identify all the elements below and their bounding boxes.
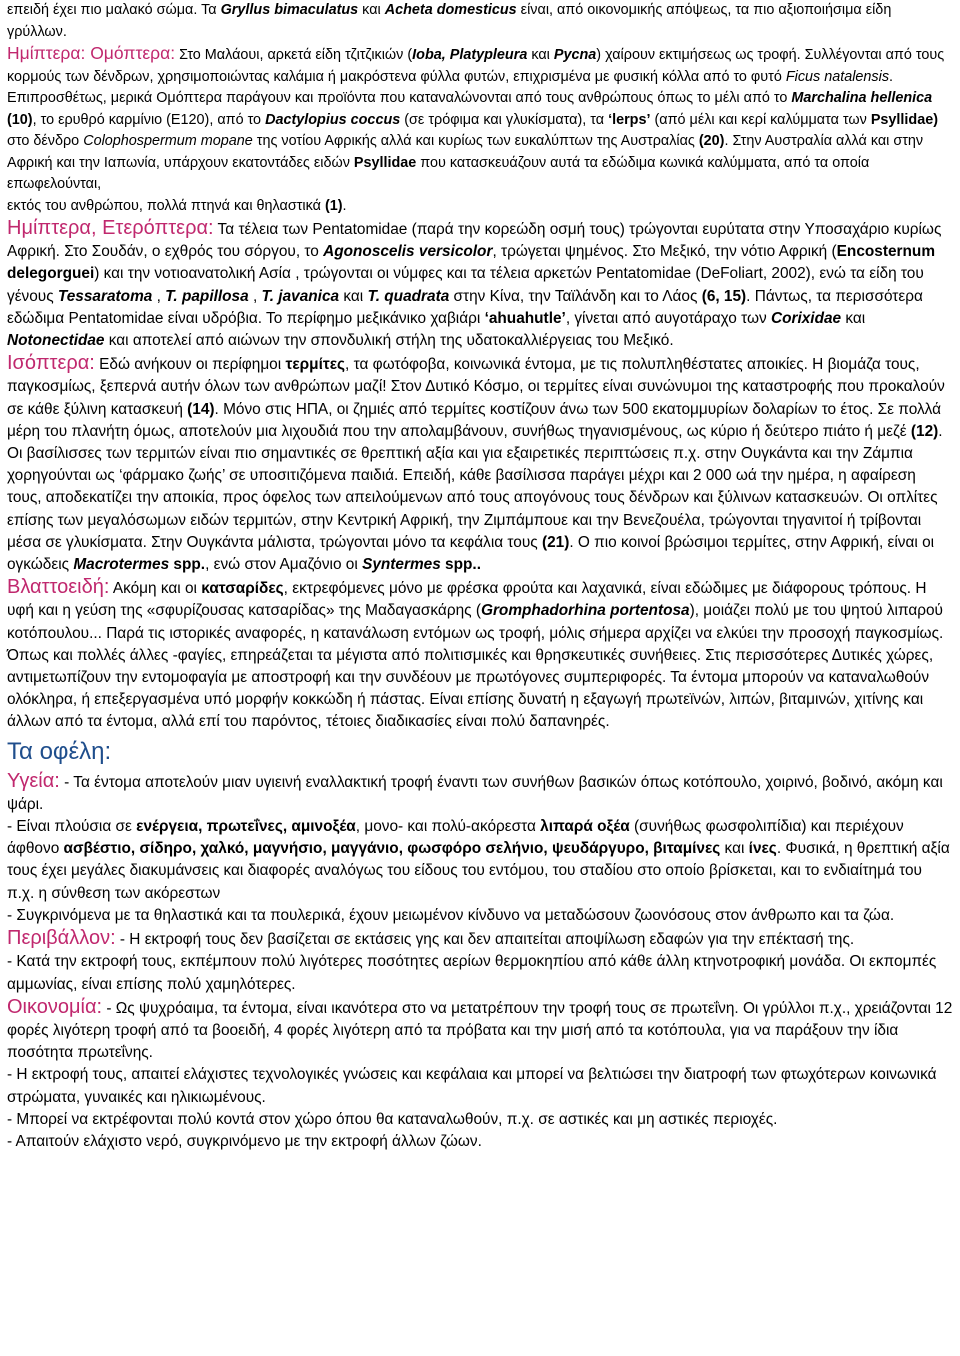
text: στην Κίνα, την Ταϊλάνδη και το Λάος: [449, 287, 702, 305]
text: ) και την νοτιοανατολική Ασία , τρώγονται οι νύμφες και τα τέλεια αρκετών Pentatomidae (DeFoliart, 2002), ενώ τα είδη του γένους: [7, 265, 924, 305]
paragraph-urban: - Μπορεί να εκτρέφονται πολύ κοντά στον χώρο όπου θα καταναλωθούν, π.χ. σε αστικές και μη αστικές περιοχές.: [7, 1110, 778, 1128]
species-name: Gromphadorhina portentosa: [480, 602, 690, 620]
text: . Οι βασίλισσες των τερμιτών είναι πιο σημαντικές σε θρεπτική αξία και για εξαιρετικές περιπτώσεις π.χ. στην Ουγκάντα και την Ζάμπια χορηγούνται ως ‘φάρμακο ζωής’ σε υποσιτιζόμενα παιδιά. Επειδή, κάθε βασίλισσα παράγει μέχρι και 2 000 ωά την ημέρα, η αφαίρεση τους, αποδεκατίζει την αποικία, προς όφελος των απειλούμενων από τους απογόνους τους δένδρων και ξύλινων κατασκευών. Οι οπλίτες επίσης των μεγαλόσωμων ειδών τερμιτών, στην Κεντρική Αφρική, την Ζιμπάμπουε και την Βενεζουέλα, τρώγονται τηγανιτοί ή τρίβονται μέσα σε γλυκίσματα. Στην Ουγκάντα μάλιστα, τρώγονται μόνο τα κεφάλια τους: [7, 422, 943, 551]
text: και: [720, 840, 749, 858]
term: τερμίτες: [285, 356, 346, 374]
text: , το ερυθρό καρμίνιο (Ε120), από το: [32, 111, 266, 128]
section-heading: Περιβάλλον:: [7, 927, 116, 950]
paragraph-environment: [7, 927, 953, 951]
text: (από μέλι και κερί καλύμματα των: [650, 111, 871, 128]
paragraph-farming: - Η εκτροφή τους, απαιτεί ελάχιστες τεχνολογικές γνώσεις και κεφάλαια και μπορεί να βελτιώσει την διατροφή των φτωχότερων κοινωνικά στρώματα, γυναικές και ηλικιωμένους.: [7, 1066, 937, 1106]
paragraph-blattodea: [7, 576, 953, 733]
taxon-name: Psyllidae: [353, 154, 417, 171]
text: (σε τρόφιμα και γλυκίσματα), τα: [400, 111, 609, 128]
text: - Είναι πλούσια σε: [7, 818, 137, 836]
species-name: Dactylopius coccus: [265, 111, 401, 128]
section-heading: Ημίπτερα: Ομόπτερα:: [7, 43, 176, 63]
text: είναι, από οικονομικής απόψεως, τα πιο αξιοποιήσιμα είδη γρύλλων.: [7, 2, 892, 40]
text: , τρώγεται ψημένος. Στο Μεξικό, την νότιο Αφρική (: [492, 243, 837, 261]
text: . Μόνο στις ΗΠΑ, οι ζημιές από τερμίτες κοστίζουν άνω των 500 εκατομμυρίων δολαρίων το έτος. Σε πολλά μέρη του πλανήτη όμως, αποτελούν μια λιχουδιά που την απολαμβάνουν, συνήθως τηγανισμένους, ως κύριο ή δεύτερο πιάτο ή μεζέ: [7, 400, 942, 440]
text: - Η εκτροφή τους δεν βασίζεται σε εκτάσεις γης και δεν απαιτείται αποψίλωση εδαφών για την επέκτασή της.: [115, 931, 855, 949]
species-name: Agonoscelis versicolor: [323, 243, 493, 261]
paragraph-zoonoses: - Συγκρινόμενα με τα θηλαστικά και τα πουλερικά, έχουν μειωμένον κίνδυνο να μεταδώσουν ζωονόσους στον άνθρωπο και τα ζώα.: [7, 906, 895, 924]
term: ίνες: [748, 840, 777, 858]
text: - Ως ψυχρόαιμα, τα έντομα, είναι ικανότερα στο να μετατρέπουν την τροφή τους σε πρωτεΐνη. Οι γρύλλοι π.χ., χρειάζονται 12 φορές λιγότερη τροφή από τα βοοειδή, 4 φορές λιγότερη από τα πρόβατα και την μισή από τα κοτόπουλα, για να παράξουν την ίδια ποσότητα πρωτεΐνης.: [7, 999, 953, 1062]
taxon-name: Notonectidae: [7, 332, 105, 350]
paragraph-emissions: - Κατά την εκτροφή τους, εκπέμπουν πολύ λιγότερες ποσότητες αερίων θερμοκηπίου από κάθε άλλη κτηνοτροφική μονάδα. Οι εκπομπές αμμωνίας, είναι επίσης πολύ χαμηλότερες.: [7, 953, 937, 993]
text: , γίνεται από αυγοτάραχο των: [565, 309, 771, 327]
term: κατσαρίδες: [201, 580, 284, 598]
species-name: T. javanica: [261, 287, 340, 305]
text: , τα φωτόφοβα, κοινωνικά έντομα, με τις πολυπληθέστατες αποικίες. Η βιομάζα τους, παγκοσμίως, ξεπερνά αυτήν όλων των ανθρώπων μαζί! Στον Δυτικό Κόσμο, οι τερμίτες είναι συνώνυμοι της καταστροφής που προκαλούν σε κάθε ξύλινη κατασκευή: [7, 356, 945, 418]
benefits-title: Τα οφέλη:: [7, 737, 112, 765]
text: ), μοιάζει πολύ με του ψητού λιπαρού κοτόπουλου... Παρά τις ιστορικές αναφορές, η κατανάλωση εντόμων ως τροφή, μόλις σήμερα αρχίζει να ελκύει την προσοχή παγκοσμίως. Όπως και πολλές άλλες -φαγίες, επηρεάζεται τα μέγιστα από πολιτισμικές και θρησκευτικές συνήθειες. Στις περισσότερες Δυτικές χώρες, αντιμετωπίζουν την εντομοφαγία με αποστροφή και την συνδέουν με πρωτόγονες συμπεριφορές. Τα έντομα μπορούν να καταναλωθούν ολόκληρα, ή επεξεργασμένα υπό μορφήν κοκκώδη ή πάστας. Είναι επίσης δυνατή η εξαγωγή πρωτεϊνών, λιπών, βιταμινών, χιτίνης και άλλων από τα έντομα, αλλά επί του παρόντος, τέτοιες διαδικασίες είναι πολύ δαπανηρές.: [7, 602, 944, 731]
citation: (10): [7, 111, 33, 128]
text: και: [339, 287, 368, 305]
section-heading: Οικονομία:: [7, 995, 103, 1018]
paragraph-heteroptera: [7, 217, 953, 352]
text: Εδώ ανήκουν οι περίφημοι: [94, 356, 286, 374]
term: ασβέστιο, σίδηρο, χαλκό, μαγνήσιο, μαγγάνιο, φωσφόρο σελήνιο, ψευδάργυρο, βιταμίνες: [63, 840, 721, 858]
species-name: Syntermes: [362, 556, 441, 574]
citation: (12): [910, 422, 939, 440]
paragraph-nutrients: [7, 816, 953, 905]
paragraph-crickets: [7, 0, 953, 43]
text: στο δένδρο: [7, 133, 84, 149]
species-name: Tessaratoma: [57, 287, 153, 305]
term: ‘lerps’: [608, 111, 651, 128]
term: ‘ahuahutle’: [484, 309, 566, 327]
text: ) χαίρουν εκτιμήσεως ως τροφή. Συλλέγονται από τους κορμούς των δένδρων, χρησιμοποιώντας καλάμια ή μακρόστενα φύλλα φυτών, επιχρισμένα με φυσική κόλλα από το φυτό: [7, 47, 945, 85]
text: - Τα έντομα αποτελούν μιαν υγιεινή εναλλακτική τροφή έναντι των συνήθων βασικών όπως κοτόπουλο, χοιρινό, βοδινό, ακόμη και ψάρι.: [7, 773, 943, 813]
section-heading: Ημίπτερα, Ετερόπτερα:: [7, 217, 214, 239]
text: . Φυσικά, η θρεπτική αξία τους έχει μεγάλες διακυμάνσεις και διαφορές αναλόγως του είδους του εντόμου, του σταδίου στο οποίο βρίσκεται, και το ενδιαίτημά του π.χ. η σύνθεση των ακόρεστων: [7, 840, 950, 902]
species-name: Colophospermum mopane: [83, 133, 253, 149]
species-name: Ficus natalensis: [785, 68, 890, 85]
text: και: [841, 309, 866, 327]
species-name: Acheta domesticus: [384, 2, 517, 18]
term: λιπαρά οξέα: [540, 818, 630, 836]
text: ,: [248, 287, 262, 305]
paragraph-health: [7, 770, 953, 816]
text: (συνήθως φωσφολιπίδια) και περιέχουν άφθονο: [7, 818, 904, 858]
text: spp..: [440, 556, 481, 574]
paragraph-homoptera: [7, 43, 953, 217]
text: . Επιπροσθέτως, μερικά Ομόπτερα παράγουν και προϊόντα που καταναλώνονται από τους ανθρώπους όπως το μέλι από το: [7, 68, 894, 106]
text: της νοτίου Αφρικής αλλά και κυρίως των ευκαλύπτων της Αυστραλίας: [252, 133, 699, 149]
citation: (6, 15): [701, 287, 747, 305]
text: Ακόμη και οι: [109, 580, 202, 598]
section-heading: Υγεία:: [7, 769, 60, 792]
species-name: T. papillosa: [165, 287, 249, 305]
section-heading: Βλαττοειδή:: [7, 576, 110, 599]
species-name: Pycna: [553, 47, 597, 63]
text: , μονο- και πολύ-ακόρεστα: [355, 818, 541, 836]
text: Στο Μαλάουι, αρκετά είδη τζιτζικιών (: [175, 47, 413, 63]
text: επειδή έχει πιο μαλακό σώμα. Τα: [7, 2, 221, 18]
text: και αποτελεί από αιώνων την σπονδυλική στήλη της υδατοκαλλιέργειας του Μεξικό.: [104, 332, 674, 350]
taxon-name: Corixidae: [770, 309, 842, 327]
species-name: Gryllus bimaculatus: [220, 2, 359, 18]
paragraph-isoptera: [7, 352, 953, 576]
text: , εκτρεφόμενες μόνο με φρέσκα φρούτα και λαχανικά, είναι εδώδιμες με διάφορους τρόπους. Η υφή και η γεύση της «σφυρίζουσας κατσαρίδας» της Μαδαγασκάρης (: [7, 580, 927, 620]
species-name: Encosternum delegorguei: [7, 243, 936, 283]
citation: (1): [324, 197, 343, 214]
text: spp.: [169, 556, 206, 574]
citation: (20): [698, 133, 725, 149]
text: ,: [152, 287, 166, 305]
species-name: Macrotermes: [73, 556, 170, 574]
text: . Στην Αυστραλία αλλά και στην Αφρική και την Ιαπωνία, υπάρχουν εκατοντάδες ειδών: [7, 133, 924, 171]
section-heading: Ισόπτερα:: [7, 352, 95, 375]
text: .: [342, 197, 347, 214]
text: εκτός του ανθρώπου, πολλά πτηνά και θηλαστικά: [7, 197, 325, 214]
paragraph-economy: [7, 996, 953, 1065]
text: . Πάντως, τα περισσότερα εδώδιμα Pentatomidae είναι υδρόβια. Το περίφημο μεξικάνικο χαβιάρι: [7, 287, 923, 327]
text: . Ο πιο κοινοί βρώσιμοι τερμίτες, στην Αφρική, είναι οι ογκώδεις: [7, 533, 935, 574]
citation: (21): [541, 533, 570, 551]
text: Τα τέλεια των Pentatomidae (παρά την κορεώδη οσμή τους) τρώγονται ευρύτατα στην Υποσαχάριο κυρίως Αφρική. Στο Σουδάν, ο εχθρός του σόργου, το: [7, 221, 942, 261]
species-name: T. quadrata: [367, 287, 450, 305]
term: ενέργεια, πρωτεΐνες, αμινοξέα: [136, 818, 356, 836]
species-name: Ioba, Platypleura: [412, 47, 528, 63]
species-name: Marchalina hellenica: [791, 90, 933, 106]
citation: (14): [187, 400, 215, 418]
text: και: [358, 2, 385, 18]
taxon-name: Psyllidae): [870, 111, 939, 128]
paragraph-water: - Απαιτούν ελάχιστο νερό, συγκρινόμενο με την εκτροφή άλλων ζώων.: [7, 1132, 482, 1150]
text: και: [527, 47, 554, 63]
text: που κατασκευάζουν αυτά τα εδώδιμα κωνικά καλύμματα, από τα οποία επωφελούνται,: [7, 154, 870, 192]
text: , ενώ στον Αμαζόνιο οι: [205, 556, 363, 574]
